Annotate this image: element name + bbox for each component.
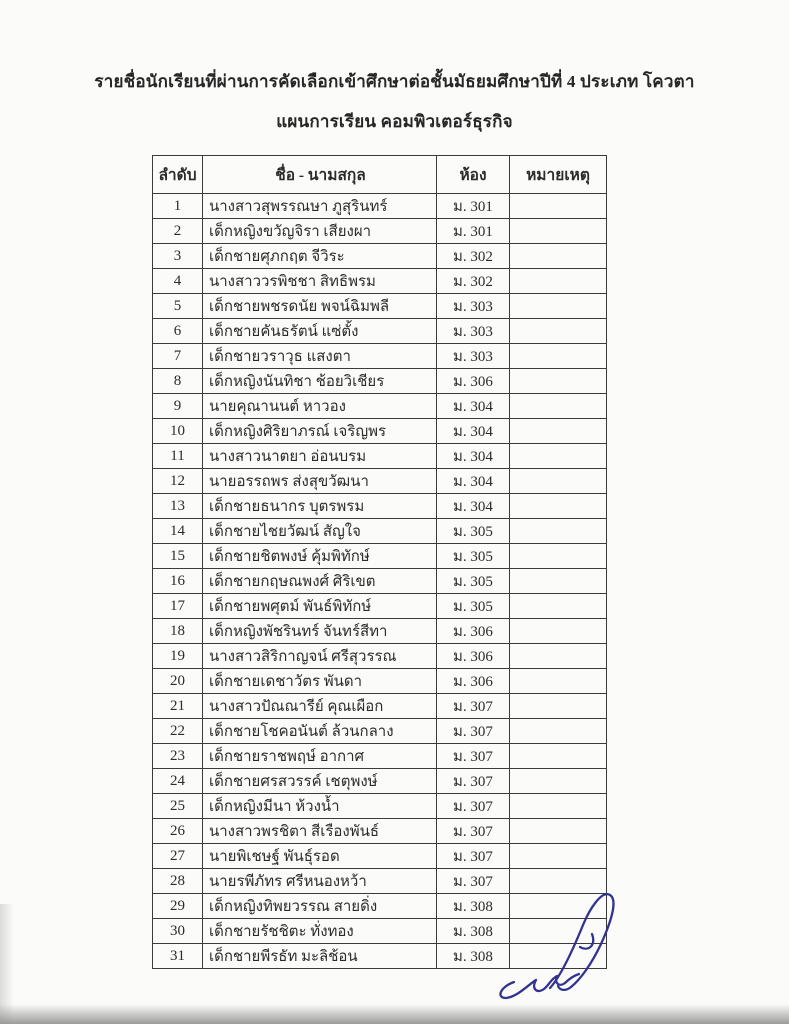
scan-edge-shadow-left — [0, 904, 14, 1024]
cell-name: เด็กหญิงมีนา ห้วงน้ำ — [203, 794, 437, 819]
table-row — [153, 294, 607, 319]
cell-room: ม. 304 — [437, 419, 510, 444]
cell-note — [510, 444, 607, 469]
signature-stroke-squiggle — [500, 974, 579, 998]
cell-name: เด็กชายคันธรัตน์ แซ่ตั้ง — [203, 319, 437, 344]
cell-note — [510, 744, 607, 769]
cell-room: ม. 306 — [437, 669, 510, 694]
document-title-line2: แผนการเรียน คอมพิวเตอร์ธุรกิจ — [276, 112, 513, 131]
scan-edge-shadow-bottom — [0, 1004, 789, 1024]
student-list-table — [152, 155, 607, 969]
cell-name: เด็กชายศรสวรรค์ เชตุพงษ์ — [203, 769, 437, 794]
table-row — [153, 269, 607, 294]
cell-no: 9 — [153, 394, 203, 419]
cell-room: ม. 308 — [437, 894, 510, 919]
cell-room: ม. 307 — [437, 794, 510, 819]
cell-room: ม. 307 — [437, 844, 510, 869]
cell-room: ม. 306 — [437, 619, 510, 644]
cell-room: ม. 304 — [437, 469, 510, 494]
table-row — [153, 469, 607, 494]
cell-note — [510, 894, 607, 919]
cell-no: 30 — [153, 919, 203, 944]
cell-name: นายรพีภัทร ศรีหนองหว้า — [203, 869, 437, 894]
document-title — [0, 62, 789, 142]
cell-no: 19 — [153, 644, 203, 669]
student-table-body — [153, 194, 607, 969]
table-row — [153, 444, 607, 469]
cell-note — [510, 494, 607, 519]
cell-name: เด็กชายโชคอนันต์ ล้วนกลาง — [203, 719, 437, 744]
cell-room: ม. 305 — [437, 519, 510, 544]
cell-note — [510, 594, 607, 619]
cell-name: เด็กชายธนากร บุตรพรม — [203, 494, 437, 519]
cell-no: 16 — [153, 569, 203, 594]
header-name: ชื่อ - นามสกุล — [203, 156, 437, 194]
cell-name: เด็กหญิงนันทิชา ช้อยวิเชียร — [203, 369, 437, 394]
cell-name: เด็กชายราชพฤษ์ อากาศ — [203, 744, 437, 769]
cell-room: ม. 303 — [437, 319, 510, 344]
cell-no: 18 — [153, 619, 203, 644]
cell-no: 24 — [153, 769, 203, 794]
cell-room: ม. 307 — [437, 719, 510, 744]
header-no: ลำดับ — [153, 156, 203, 194]
cell-no: 5 — [153, 294, 203, 319]
cell-no: 4 — [153, 269, 203, 294]
table-row — [153, 244, 607, 269]
table-row — [153, 219, 607, 244]
cell-no: 25 — [153, 794, 203, 819]
cell-room: ม. 305 — [437, 569, 510, 594]
cell-name: เด็กชายไชยวัฒน์ สัญใจ — [203, 519, 437, 544]
table-row — [153, 394, 607, 419]
cell-room: ม. 307 — [437, 869, 510, 894]
table-row — [153, 919, 607, 944]
cell-note — [510, 719, 607, 744]
cell-no: 23 — [153, 744, 203, 769]
cell-no: 6 — [153, 319, 203, 344]
cell-no: 29 — [153, 894, 203, 919]
cell-no: 20 — [153, 669, 203, 694]
table-row — [153, 944, 607, 969]
table-row — [153, 744, 607, 769]
table-row — [153, 869, 607, 894]
table-row — [153, 319, 607, 344]
cell-room: ม. 302 — [437, 269, 510, 294]
cell-note — [510, 519, 607, 544]
cell-name: นางสาวพรชิตา สีเรืองพันธ์ — [203, 819, 437, 844]
cell-name: เด็กหญิงศิริยาภรณ์ เจริญพร — [203, 419, 437, 444]
cell-note — [510, 544, 607, 569]
document-title-line1: รายชื่อนักเรียนที่ผ่านการคัดเลือกเข้าศึกษาต่อชั้นมัธยมศึกษาปีที่ 4 ประเภท โควตา — [94, 72, 695, 91]
cell-name: นายอรรถพร ส่งสุขวัฒนา — [203, 469, 437, 494]
cell-note — [510, 919, 607, 944]
table-header-row — [153, 156, 607, 194]
cell-note — [510, 619, 607, 644]
table-row — [153, 719, 607, 744]
cell-name: นางสาวสุพรรณษา ภูสุรินทร์ — [203, 194, 437, 219]
cell-name: เด็กชายกฤษณพงศ์ ศิริเขต — [203, 569, 437, 594]
cell-name: นางสาววรพิชชา สิทธิพรม — [203, 269, 437, 294]
cell-note — [510, 669, 607, 694]
cell-name: นายพิเชษฐ์ พันธุ์รอด — [203, 844, 437, 869]
cell-no: 12 — [153, 469, 203, 494]
cell-room: ม. 304 — [437, 444, 510, 469]
table-row — [153, 819, 607, 844]
cell-name: เด็กชายพชรดนัย พจน์ฉิมพลี — [203, 294, 437, 319]
cell-name: เด็กชายชิตพงษ์ คุ้มพิทักษ์ — [203, 544, 437, 569]
cell-no: 2 — [153, 219, 203, 244]
header-room: ห้อง — [437, 156, 510, 194]
cell-no: 17 — [153, 594, 203, 619]
cell-note — [510, 294, 607, 319]
cell-note — [510, 469, 607, 494]
table-row — [153, 894, 607, 919]
cell-no: 3 — [153, 244, 203, 269]
table-header — [153, 156, 607, 194]
table-row — [153, 544, 607, 569]
cell-no: 31 — [153, 944, 203, 969]
cell-name: นายคุณานนต์ หาวอง — [203, 394, 437, 419]
cell-note — [510, 269, 607, 294]
cell-room: ม. 304 — [437, 394, 510, 419]
table-row — [153, 369, 607, 394]
table-row — [153, 844, 607, 869]
table-row — [153, 619, 607, 644]
cell-name: นางสาวนาตยา อ่อนบรม — [203, 444, 437, 469]
cell-no: 13 — [153, 494, 203, 519]
cell-name: เด็กชายเดชาวัตร พันดา — [203, 669, 437, 694]
cell-room: ม. 303 — [437, 294, 510, 319]
table-row — [153, 344, 607, 369]
header-remark: หมายเหตุ — [510, 156, 607, 194]
table-row — [153, 594, 607, 619]
cell-name: เด็กชายวราวุธ แสงตา — [203, 344, 437, 369]
cell-no: 28 — [153, 869, 203, 894]
cell-name: เด็กหญิงทิพยวรรณ สายดิ่ง — [203, 894, 437, 919]
cell-note — [510, 244, 607, 269]
cell-no: 8 — [153, 369, 203, 394]
cell-name: เด็กชายพีรธัท มะลิช้อน — [203, 944, 437, 969]
cell-room: ม. 304 — [437, 494, 510, 519]
table-row — [153, 194, 607, 219]
cell-no: 22 — [153, 719, 203, 744]
cell-note — [510, 694, 607, 719]
cell-room: ม. 306 — [437, 644, 510, 669]
cell-room: ม. 308 — [437, 944, 510, 969]
cell-note — [510, 569, 607, 594]
table-row — [153, 419, 607, 444]
cell-note — [510, 194, 607, 219]
cell-room: ม. 307 — [437, 744, 510, 769]
cell-note — [510, 394, 607, 419]
cell-no: 1 — [153, 194, 203, 219]
cell-note — [510, 369, 607, 394]
cell-no: 27 — [153, 844, 203, 869]
cell-no: 10 — [153, 419, 203, 444]
cell-note — [510, 644, 607, 669]
cell-note — [510, 794, 607, 819]
table-row — [153, 669, 607, 694]
cell-note — [510, 869, 607, 894]
cell-no: 26 — [153, 819, 203, 844]
cell-note — [510, 344, 607, 369]
cell-room: ม. 306 — [437, 369, 510, 394]
cell-name: เด็กหญิงขวัญจิรา เสียงผา — [203, 219, 437, 244]
cell-room: ม. 308 — [437, 919, 510, 944]
table-row — [153, 769, 607, 794]
cell-note — [510, 319, 607, 344]
cell-room: ม. 303 — [437, 344, 510, 369]
cell-name: นางสาวปัณณารีย์ คุณเผือก — [203, 694, 437, 719]
cell-name: เด็กชายพศุตม์ พันธ์พิทักษ์ — [203, 594, 437, 619]
cell-room: ม. 301 — [437, 194, 510, 219]
table-row — [153, 644, 607, 669]
cell-name: เด็กหญิงพัชรินทร์ จันทร์สีทา — [203, 619, 437, 644]
cell-no: 14 — [153, 519, 203, 544]
table-row — [153, 519, 607, 544]
cell-no: 15 — [153, 544, 203, 569]
cell-room: ม. 305 — [437, 594, 510, 619]
cell-note — [510, 769, 607, 794]
table-row — [153, 494, 607, 519]
cell-no: 21 — [153, 694, 203, 719]
cell-note — [510, 844, 607, 869]
cell-room: ม. 307 — [437, 694, 510, 719]
cell-name: เด็กชายศุภกฤต จีวิระ — [203, 244, 437, 269]
cell-room: ม. 307 — [437, 819, 510, 844]
cell-name: นางสาวสิริกาญจน์ ศรีสุวรรณ — [203, 644, 437, 669]
table-row — [153, 569, 607, 594]
cell-note — [510, 819, 607, 844]
cell-note — [510, 419, 607, 444]
cell-no: 7 — [153, 344, 203, 369]
cell-note — [510, 944, 607, 969]
cell-no: 11 — [153, 444, 203, 469]
table-row — [153, 794, 607, 819]
cell-note — [510, 219, 607, 244]
cell-room: ม. 305 — [437, 544, 510, 569]
cell-room: ม. 301 — [437, 219, 510, 244]
cell-room: ม. 302 — [437, 244, 510, 269]
table-row — [153, 694, 607, 719]
cell-name: เด็กชายรัชชิตะ ทั่งทอง — [203, 919, 437, 944]
cell-room: ม. 307 — [437, 769, 510, 794]
